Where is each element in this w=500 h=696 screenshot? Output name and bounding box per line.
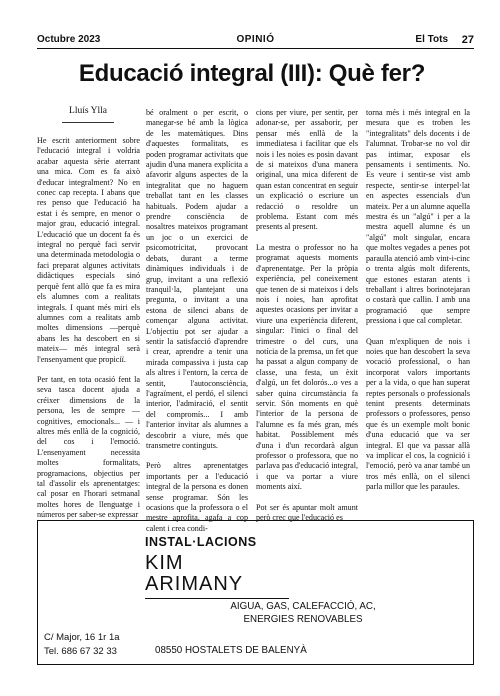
- article-title: Educació integral (III): Què fer?: [78, 60, 426, 87]
- article-column-2: [146, 108, 248, 533]
- ad-address: C/ Major, 16 1r 1a: [44, 632, 120, 643]
- publication-name: El Tots: [415, 34, 448, 45]
- article-column-3: [256, 108, 358, 523]
- issue-date: Octubre 2023: [37, 34, 101, 45]
- header-rule: [37, 48, 474, 49]
- page-number: 27: [461, 34, 474, 46]
- section-name: OPINIÓ: [236, 34, 275, 45]
- paragraph: torna més i més integral en la mesura que es troben les "integralitats" dels docents i de l'alumnat. Trobar-se no vol dir pas intimar, exposar els pensaments i sentiments. No. Es veure i sentir-se vist amb respecte, sentir-se interpel·lat en aspectes essencials d'un mateix. Per a un alumne aquella mestra és un "algú" i per a la mestra aquell alumne és un "algú" molt singular, encara que moltes vegades a penes pot paraulla atenció amb vint-i-cinc o trenta algús molt diferents, que estones estaran atents i treballant i altres borinotejaran o costarà que callin. I amb una programació que sempre pressiona i que cal completar.: [366, 108, 470, 326]
- ad-town: 08550 HOSTALETS DE BALENYÀ: [155, 645, 307, 656]
- paragraph: He escrit anteriorment sobre l'educació integral i voldria acabar aquesta sèrie aterrant una mica. Com es fa això d'educar integralment? No en conec cap recepta. I abans que res penso que l'educació ha estat i és sempre, en menor o major grau, educació integral. L'educació que un docent fa és integral no perquè faci servir una determinada metodologia o faci preparat algunes activitats didàctiques especials sinó perquè fent allò que fa es mira els alumnes com a realitats integrals. I quant més miri els alumnes com a realitats amb moltes dimensions —perquè abans les ha descobert en si mateix— més integral serà l'ensenyament que propiciï.: [37, 136, 140, 364]
- paragraph: Quan m'expliquen de nois i noies que han descobert la seva vocació professional, o han incorporat valors importants per a la vida, o que han superat reptes personals o professionals tenint presents determinats professors o professores, penso que és un exemple molt bonic d'una educació que va ser integral. El que va passar allà va implicar el cos, la cognició i l'emoció, però va anar també un tros més enllà, on el silenci parla millor que les paraules.: [366, 336, 470, 492]
- ad-business-name-line1: KIM: [145, 552, 184, 574]
- article-author: Lluís Ylla: [69, 106, 107, 116]
- ad-divider: [145, 598, 289, 599]
- paragraph: Per tant, en tota ocasió fent la seva tasca docent ajuda a créixer dimensions de la persona, les de sempre — cognitives, emocionals... — i altres més enllà de la cognició, del cos i l'emoció. L'ensenyament necessita moltes formalitats, programacions, objectius per tal d'assolir els aprenentatges: cal posar en l'horari setmanal moltes hores de llenguatge i números per saber-se expressar: [37, 374, 140, 520]
- article-column-1: [37, 136, 140, 520]
- paragraph: Però altres aprenentatges importants per a l'educació integral de la persona es donen sense programar. Són les ocasions que la professora o el mestre aprofita, agafa a cop calent i crea condi-: [146, 461, 248, 533]
- ad-services-line2: ENERGIES RENOVABLES: [243, 614, 363, 625]
- ad-phone: Tel. 686 67 32 33: [44, 646, 117, 657]
- paragraph: La mestra o professor no ha programat aquests moments d'aprenentatge. Per la pròpia experiència, pel coneixement que tenen de si mateixos i dels nois i noies, han aprofitat aquestes ocasions per invitar a viure una experiència diferent, singular: l'inici o final del trimestre o del curs, una notícia de la premsa, un fet que ha passat a algun company de classe, una festa, un èxit d'algú, un fet dolorós...o ves a saber quina circumstància fa servir. Són moments en què l'interior de la persona de l'alumne es fa més gran, més habitat. Possiblement més d'una i d'un recordarà algun professor o professora, que no parlava pas d'educació integral, i que va portar a viure moments així.: [256, 242, 358, 492]
- ad-contact: [44, 631, 120, 659]
- ad-lead: INSTAL·LACIONS: [145, 535, 257, 549]
- advertisement-box: [37, 520, 474, 665]
- paragraph: Pot ser és apuntar molt amunt però crec que l'educació es: [256, 502, 358, 523]
- author-divider: [62, 122, 114, 123]
- ad-business-name-line2: ARIMANY: [145, 573, 244, 595]
- ad-services-line1: AIGUA, GAS, CALEFACCIÓ, AC,: [230, 601, 376, 612]
- page-header: [37, 34, 474, 48]
- paragraph: bé oralment o per escrit, o manegar-se bé amb la lògica de les matemàtiques. Dins d'aquestes formalitats, es poden programar activitats que ajudin d'una manera explícita a afavorir alguns aspectes de la integralitat que no haguem treballat tant en les classes habituals. Podem ajudar a prendre consciència de nosaltres mateixos programant un joc o un exercici de psicomotricitat, provocant debats, durant a terme dinàmiques individuals i de grup, invitant a una reflexió tranquil·la, plantejant una pregunta, o invitant a una estona de silenci abans de començar alguna activitat. L'objectiu pot ser ajudar a sentir la satisfacció d'aprendre i crear, aprendre a tenir una mirada compassiva i justa cap als altres i l'entorn, la cerca de sentit, l'autoconsciència, l'agraïment, el perdó, el silenci interior, l'admiració, el sentit del compromís... I amb l'anterior invitar als alumnes a descobrir a viure, més que transmetre continguts.: [146, 108, 248, 450]
- paragraph: cions per viure, per sentir, per adonar-se, per assaborir, per pensar més enllà de la immediatesa i facilitar que els nois i les noies es posin davant de si mateixos d'una manera original, una mica diferent de quan estan concentrat en seguir un explicació o escriure un redacció o resoldre un problema. Estant com més presents al present.: [256, 108, 358, 232]
- article-column-4: [366, 108, 470, 508]
- ad-services: [203, 600, 403, 626]
